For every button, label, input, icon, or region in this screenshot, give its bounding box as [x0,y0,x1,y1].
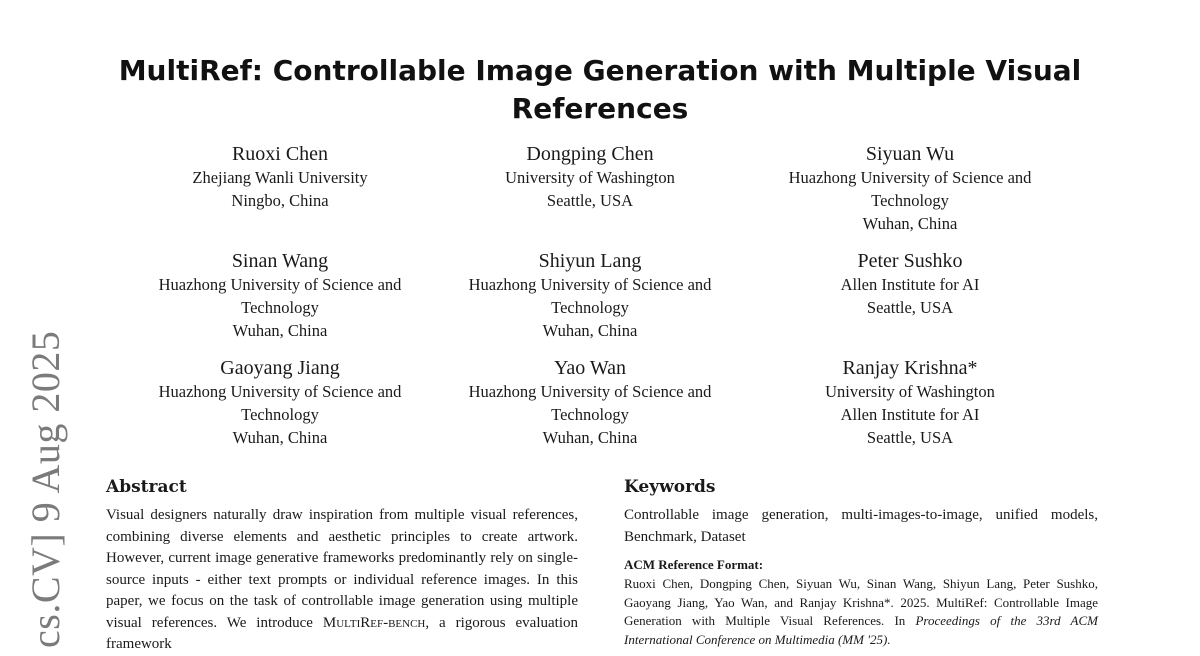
author-grid [130,142,1070,449]
author-location: Seattle, USA [866,428,954,447]
author-block [750,249,1070,342]
author-affiliation: Huazhong University of Science and Technology [468,382,712,424]
arxiv-id-stamp: cs.CV] 9 Aug 2025 [23,330,68,648]
author-block [430,356,750,449]
abstract-text-part: , a rigorous evaluation framework [106,614,578,652]
author-block [430,249,750,342]
acm-reference-venue: Proceedings of the 33rd ACM International Conference on Multimedia (MM '25). [624,613,1098,647]
author-affiliation: Huazhong University of Science and Technology [158,382,402,424]
acm-reference-citation: Ruoxi Chen, Dongping Chen, Siyuan Wu, Sinan Wang, Shiyun Lang, Peter Sushko, Gaoyang Jiang, Yao Wan, and Ranjay Krishna*. 2025. MultiRef: Controllable Image Generation with Multiple Visual References. In [624,576,1098,628]
acm-reference-text [624,575,1098,649]
author-name: Yao Wan [553,357,627,379]
author-block [130,356,430,449]
author-location: Ningbo, China [231,191,329,210]
author-name: Gaoyang Jiang [220,357,340,379]
author-name: Ranjay Krishna* [842,357,978,379]
benchmark-name: MultiRef-bench [322,614,426,631]
author-block [130,249,430,342]
acm-reference-label: ACM Reference Format: [624,557,764,572]
author-location: Seattle, USA [866,298,954,317]
author-affiliation: Allen Institute for AI [840,275,980,294]
author-block [750,142,1070,235]
author-block [430,142,750,235]
author-block [750,356,1070,449]
author-affiliation: Huazhong University of Science and Technology [468,275,712,317]
author-location: Wuhan, China [232,428,328,447]
abstract-text [106,505,578,656]
author-name: Siyuan Wu [865,143,955,165]
keywords-heading: Keywords [624,477,716,497]
author-affiliation: Huazhong University of Science and Technology [158,275,402,317]
author-location: Seattle, USA [546,191,634,210]
author-affiliation: University of Washington [505,168,675,187]
author-location: Wuhan, China [542,428,638,447]
author-name: Sinan Wang [231,250,329,272]
author-name: Peter Sushko [857,250,963,272]
author-location: Wuhan, China [862,214,958,233]
keywords-text: Controllable image generation, multi-images-to-image, unified models, Benchmark, Dataset [624,507,1098,545]
author-affiliation: Zhejiang Wanli University [192,168,368,187]
author-name: Dongping Chen [526,143,654,165]
author-name: Ruoxi Chen [231,143,329,165]
abstract-text-part: Visual designers naturally draw inspiration from multiple visual references, combining diverse elements and aesthetic principles to create artwork. However, current image generative frameworks predominantly rely on single-source inputs - either text prompts or individual reference images. In this paper, we focus on the task of controllable image generation using multiple visual references. We introduce [106,507,578,631]
abstract-heading: Abstract [106,477,187,497]
author-name: Shiyun Lang [538,250,642,272]
author-affiliation: Huazhong University of Science and Technology [788,168,1032,210]
paper-title: MultiRef: Controllable Image Generation with Multiple Visual References [118,54,1082,125]
author-location: Wuhan, China [232,321,328,340]
author-affiliation: University of Washington [825,382,995,401]
author-location: Wuhan, China [542,321,638,340]
author-affiliation: Allen Institute for AI [840,405,980,424]
author-block [130,142,430,235]
